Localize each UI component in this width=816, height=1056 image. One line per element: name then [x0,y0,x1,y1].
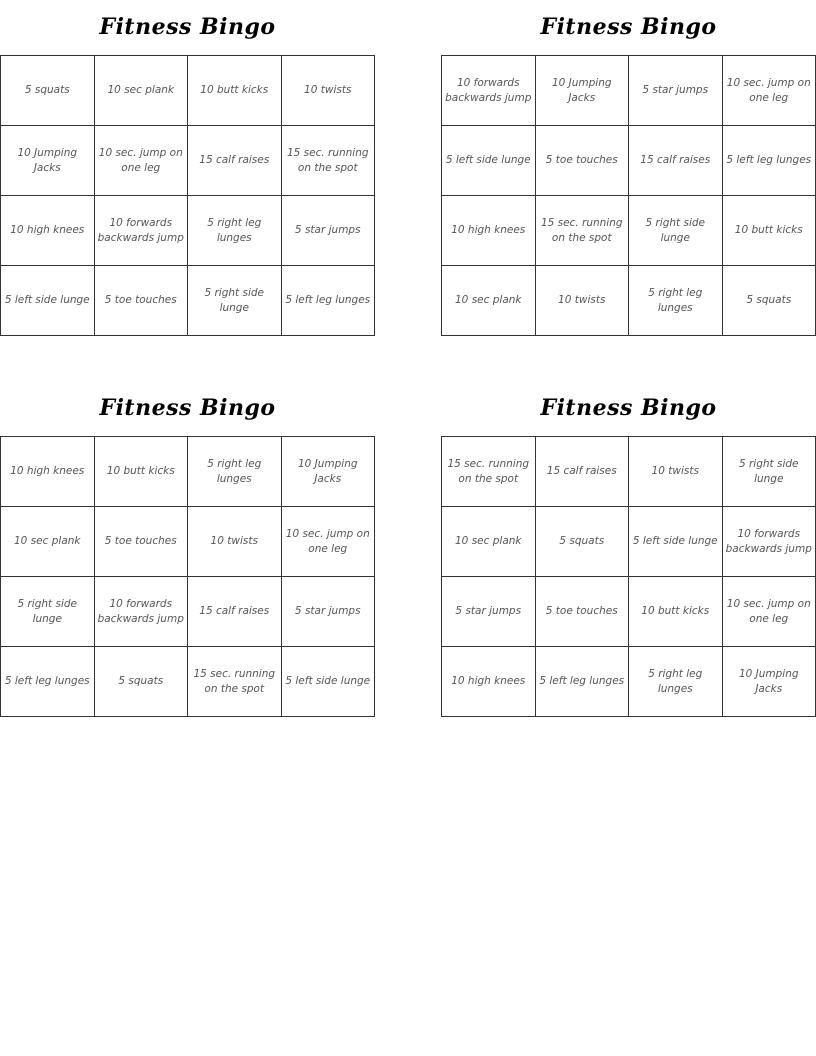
bingo-cell: 10 twists [629,437,723,507]
bingo-cell: 10 high knees [442,196,536,266]
bingo-cell: 5 left leg lunges [1,647,95,717]
bingo-cell: 5 left leg lunges [723,126,816,196]
bingo-cell: 5 squats [723,266,816,336]
bingo-cell: 5 left side lunge [442,126,536,196]
bingo-cell: 10 sec. jump on one leg [723,56,816,126]
bingo-cell: 5 right leg lunges [629,266,723,336]
bingo-cell: 5 left side lunge [1,266,95,336]
bingo-grid [0,436,375,717]
bingo-cell: 5 right side lunge [1,577,95,647]
bingo-cell: 10 high knees [1,437,95,507]
bingo-card-3 [0,387,375,727]
bingo-cell: 15 sec. running on the spot [188,647,282,717]
bingo-cell: 5 left leg lunges [536,647,630,717]
card-title: Fitness Bingo [99,14,276,40]
bingo-cell: 10 high knees [1,196,95,266]
bingo-cell: 5 squats [536,507,630,577]
bingo-card-1 [0,6,375,346]
bingo-cell: 5 right side lunge [188,266,282,336]
bingo-cell: 5 star jumps [282,196,376,266]
bingo-cell: 5 right side lunge [723,437,816,507]
bingo-cell: 10 sec plank [95,56,189,126]
bingo-cell: 5 squats [1,56,95,126]
bingo-cell: 10 Jumping Jacks [282,437,376,507]
bingo-cell: 5 right side lunge [629,196,723,266]
card-title: Fitness Bingo [540,395,717,421]
bingo-cell: 10 sec. jump on one leg [95,126,189,196]
bingo-cell: 5 right leg lunges [188,437,282,507]
bingo-cell: 10 twists [282,56,376,126]
bingo-grid [441,436,816,717]
bingo-cell: 10 high knees [442,647,536,717]
bingo-cell: 10 Jumping Jacks [723,647,816,717]
bingo-cell: 10 forwards backwards jump [95,577,189,647]
bingo-cell: 5 star jumps [629,56,723,126]
bingo-cell: 5 left side lunge [629,507,723,577]
bingo-cell: 5 toe touches [536,577,630,647]
bingo-cell: 15 calf raises [629,126,723,196]
bingo-cell: 10 butt kicks [629,577,723,647]
card-title: Fitness Bingo [99,395,276,421]
bingo-cell: 10 sec. jump on one leg [282,507,376,577]
bingo-cell: 5 right leg lunges [188,196,282,266]
bingo-cell: 10 twists [536,266,630,336]
bingo-card-4 [441,387,816,727]
bingo-cell: 10 twists [188,507,282,577]
bingo-cell: 10 Jumping Jacks [536,56,630,126]
bingo-cell: 10 sec plank [1,507,95,577]
bingo-cell: 10 forwards backwards jump [95,196,189,266]
bingo-cell: 10 Jumping Jacks [1,126,95,196]
bingo-grid [0,55,375,336]
bingo-cell: 5 left side lunge [282,647,376,717]
bingo-cell: 10 sec. jump on one leg [723,577,816,647]
bingo-cell: 10 sec plank [442,507,536,577]
bingo-cell: 5 left leg lunges [282,266,376,336]
bingo-cell: 5 toe touches [536,126,630,196]
bingo-cell: 15 sec. running on the spot [442,437,536,507]
bingo-cell: 5 star jumps [442,577,536,647]
bingo-cell: 10 butt kicks [723,196,816,266]
bingo-cell: 10 forwards backwards jump [442,56,536,126]
bingo-cell: 5 squats [95,647,189,717]
bingo-grid [441,55,816,336]
bingo-cell: 15 calf raises [188,126,282,196]
bingo-cell: 10 sec plank [442,266,536,336]
bingo-cell: 5 toe touches [95,507,189,577]
bingo-cell: 15 calf raises [536,437,630,507]
bingo-cell: 15 sec. running on the spot [536,196,630,266]
bingo-cell: 10 butt kicks [95,437,189,507]
bingo-card-2 [441,6,816,346]
card-title: Fitness Bingo [540,14,717,40]
bingo-cell: 10 forwards backwards jump [723,507,816,577]
bingo-cell: 15 sec. running on the spot [282,126,376,196]
bingo-cell: 5 toe touches [95,266,189,336]
bingo-cell: 15 calf raises [188,577,282,647]
bingo-cell: 5 right leg lunges [629,647,723,717]
bingo-cell: 10 butt kicks [188,56,282,126]
bingo-cell: 5 star jumps [282,577,376,647]
